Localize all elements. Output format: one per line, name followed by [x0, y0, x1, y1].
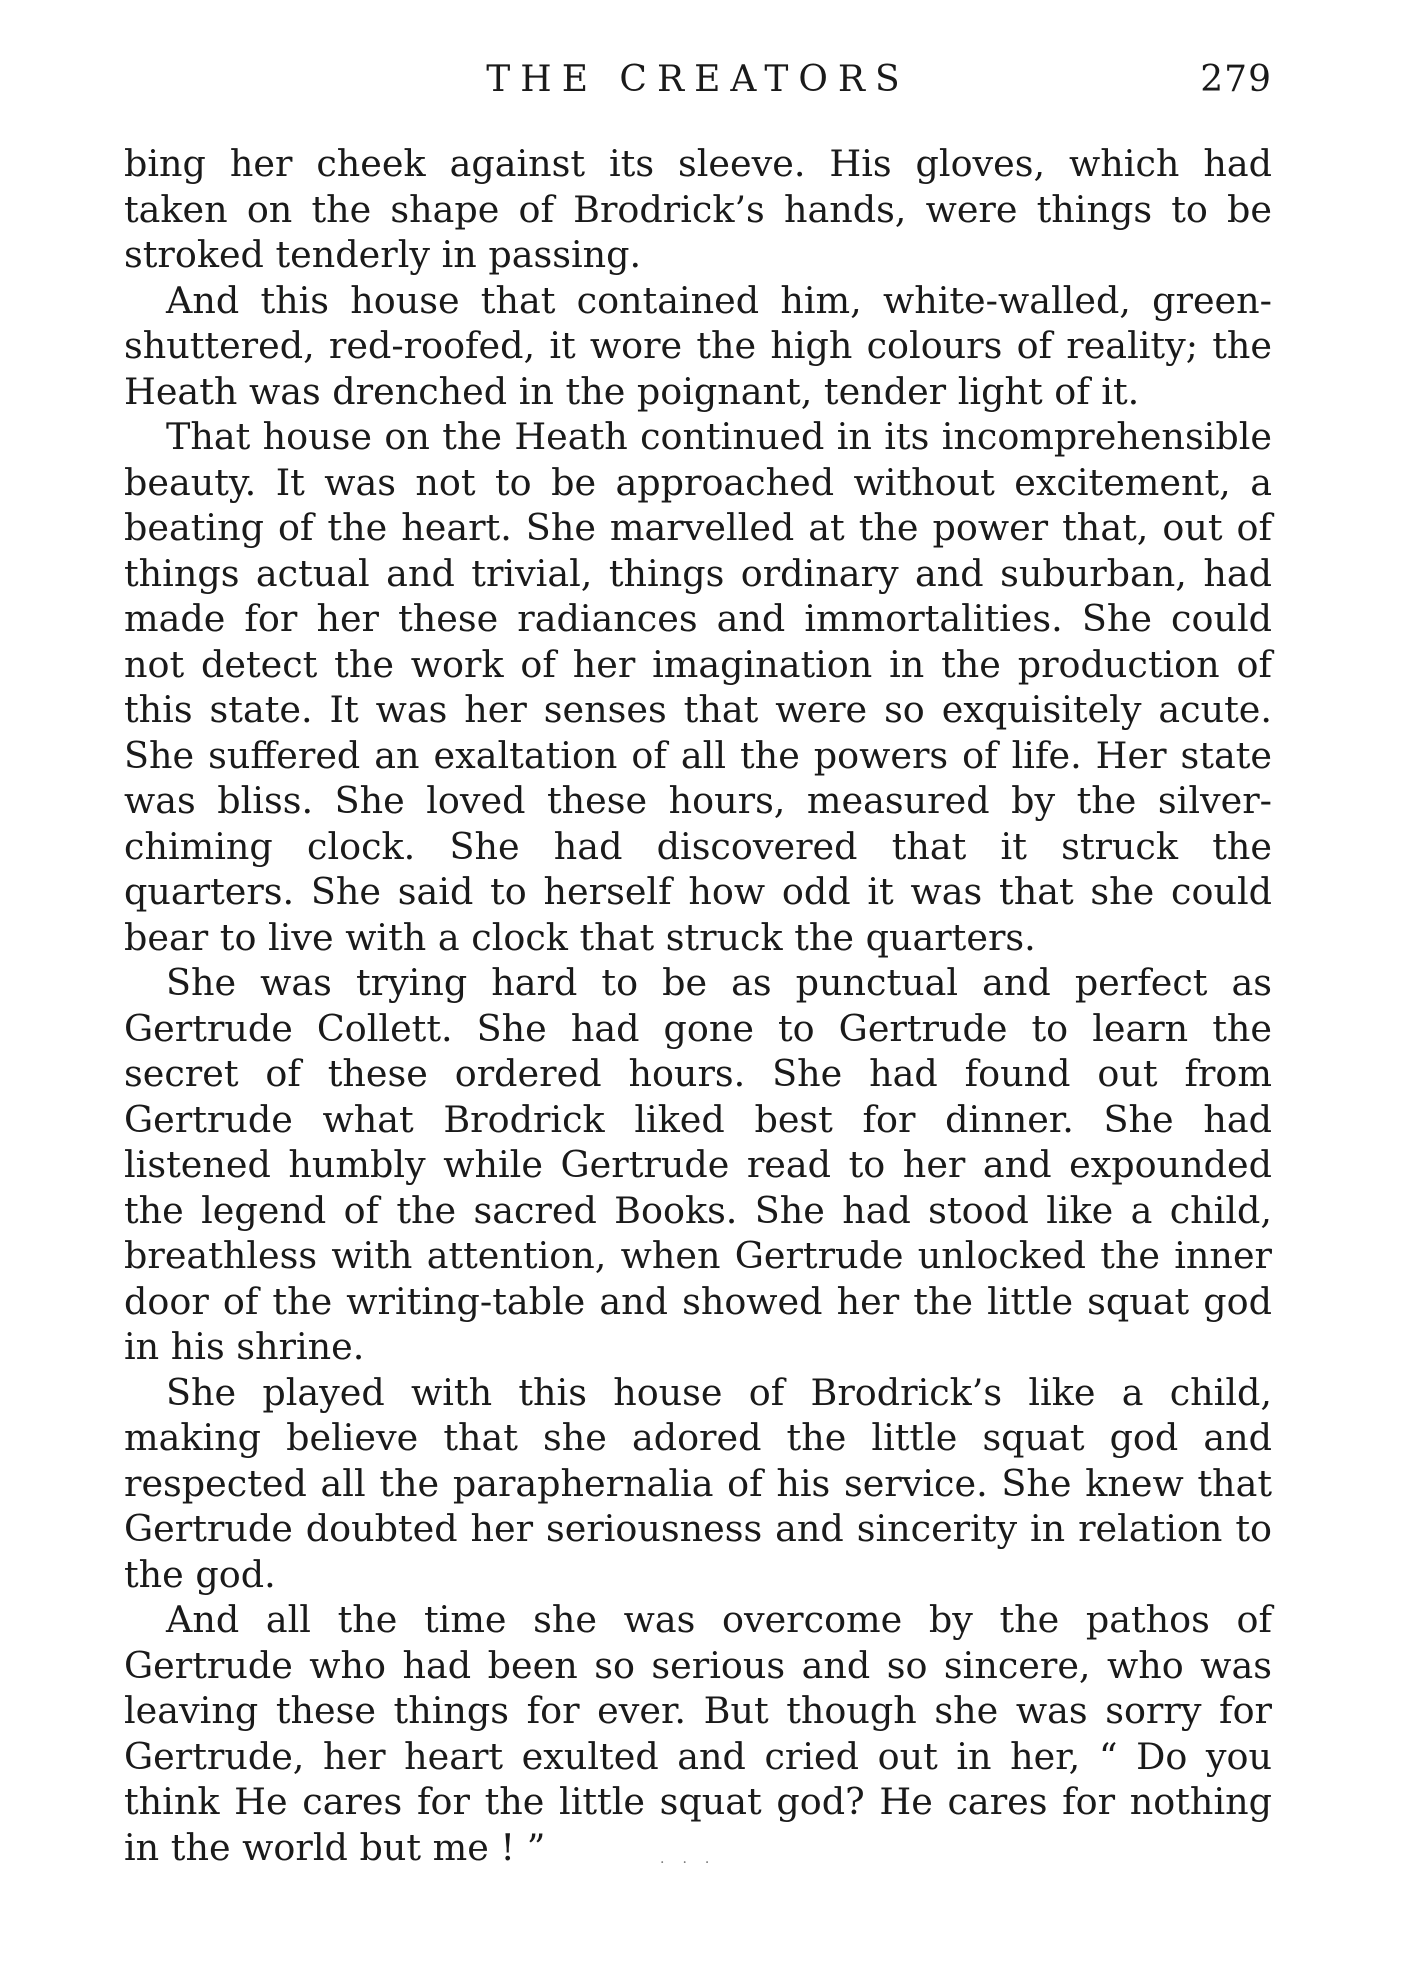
paragraph-3: That house on the Heath continued in its incomprehensible beauty. It was not to be approached without excitement, a beating of the heart. She marvelled at the power that, out of things actual and trivial, things ordinary and suburban, had made for her these radiances and immortalities. She could not detect the work of her imagination in the production of this state. It was her senses that were so exquisitely acute. She suffered an exaltation of all the powers of life. Her state was bliss. She loved these hours, measured by the silver-chiming clock. She had discovered that it struck the quarters. She said to herself how odd it was that she could bear to live with a clock that struck the quarters. — [124, 415, 1272, 959]
page-header — [124, 55, 1272, 105]
paragraph-4: She was trying hard to be as punctual and perfect as Gertrude Collett. She had gone to Gertrude to learn the secret of these ordered hours. She had found out from Gertrude what Brodrick liked best for dinner. She had listened humbly while Gertrude read to her and expounded the legend of the sacred Books. She had stood like a child, breathless with attention, when Gertrude unlocked the inner door of the writing-table and showed her the little squat god in his shrine. — [124, 961, 1272, 1368]
paragraph-2: And this house that contained him, white-walled, green-shuttered, red-roofed, it wore the high colours of reality; the Heath was drenched in the poignant, tender light of it. — [124, 278, 1272, 413]
paragraph-6: And all the time she was overcome by the pathos of Gertrude who had been so serious and so sincere, who was leaving these things for ever. But though she was sorry for Gertrude, her heart exulted and cried out in her, “ Do you think He cares for the little squat god? He cares for nothing in the world but me ! ” — [124, 1598, 1272, 1869]
paragraph-1: bing her cheek against its sleeve. His gloves, which had taken on the shape of Brodrick’s hands, were things to be stroked tenderly in passing. — [124, 142, 1272, 276]
paragraph-5: She played with this house of Brodrick’s like a child, making believe that she adored the little squat god and respected all the paraphernalia of his service. She knew that Gertrude doubted her seriousness and sincerity in relation to the god. — [124, 1370, 1272, 1596]
page-number: 279 — [1200, 59, 1272, 100]
running-title: THE CREATORS — [486, 59, 910, 100]
body-text — [124, 141, 1272, 1870]
printer-marks: ·​·​· — [660, 1855, 728, 1871]
